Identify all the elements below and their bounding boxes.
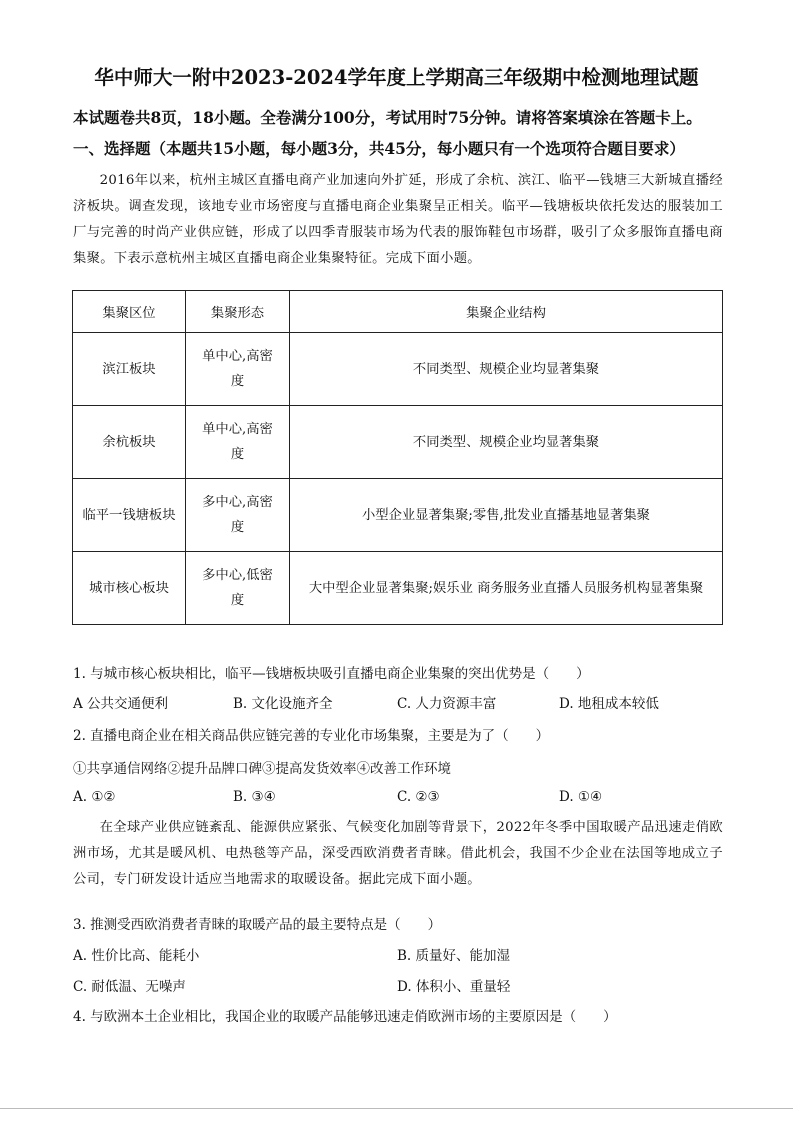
cell-area: 临平一钱塘板块 <box>73 479 186 552</box>
option-b: B. ③④ <box>233 789 276 805</box>
option-a: A. 性价比高、能耗小 <box>73 948 200 964</box>
cell-form-line: 度 <box>230 520 245 535</box>
question-4-stem: 4. 与欧洲本土企业相比，我国企业的取暖产品能够迅速走俏欧洲市场的主要原因是（ ） <box>73 1009 617 1025</box>
cell-form-line: 单中心,高密 <box>202 422 273 437</box>
cell-form-line: 多中心,低密 <box>202 568 273 583</box>
option-c: C. 人力资源丰富 <box>397 696 497 712</box>
option-d: D. 体积小、重量轻 <box>397 979 511 995</box>
cell-area: 滨江板块 <box>73 333 186 406</box>
option-d: D. 地租成本较低 <box>559 696 659 712</box>
question-2-statements: ①共享通信网络②提升品牌口碑③提高发货效率④改善工作环境 <box>73 761 451 777</box>
cell-structure: 大中型企业显著集聚;娱乐业 商务服务业直播人员服务机构显著集聚 <box>290 552 723 625</box>
question-2-stem: 2. 直播电商企业在相关商品供应链完善的专业化市场集聚，主要是为了（ ） <box>73 728 550 744</box>
exam-instructions: 本试题卷共8页，18小题。全卷满分100分，考试用时75分钟。请将答案填涂在答题卡上。 <box>73 108 702 127</box>
option-d: D. ①④ <box>559 789 603 805</box>
table-header-row <box>73 291 723 333</box>
cell-structure: 不同类型、规模企业均显著集聚 <box>290 333 723 406</box>
cell-form-line: 单中心,高密 <box>202 349 273 364</box>
table-header: 集聚企业结构 <box>290 291 723 333</box>
option-a: A. ①② <box>73 789 116 805</box>
option-a: A 公共交通便利 <box>73 696 169 712</box>
section-heading: 一、选择题（本题共15小题，每小题3分，共45分，每小题只有一个选项符合题目要求） <box>73 139 685 158</box>
option-b: B. 文化设施齐全 <box>233 696 333 712</box>
cell-form-line: 度 <box>230 447 245 462</box>
table-row <box>73 479 723 552</box>
cell-form-line: 度 <box>230 593 245 608</box>
cell-structure: 小型企业显著集聚;零售,批发业直播基地显著集聚 <box>290 479 723 552</box>
cell-form <box>186 406 290 479</box>
page-bottom-rule <box>0 1108 793 1109</box>
table-header: 集聚形态 <box>186 291 290 333</box>
option-b: B. 质量好、能加湿 <box>397 948 511 964</box>
table-row <box>73 333 723 406</box>
cell-structure: 不同类型、规模企业均显著集聚 <box>290 406 723 479</box>
question-1-stem: 1. 与城市核心板块相比，临平—钱塘板块吸引直播电商企业集聚的突出优势是（ ） <box>73 666 590 682</box>
cluster-table <box>72 290 723 625</box>
table-row <box>73 406 723 479</box>
cell-form-line: 度 <box>230 374 245 389</box>
cell-form <box>186 333 290 406</box>
cell-area: 城市核心板块 <box>73 552 186 625</box>
cell-form <box>186 552 290 625</box>
cell-form-line: 多中心,高密 <box>202 495 273 510</box>
table-header: 集聚区位 <box>73 291 186 333</box>
passage-2: 在全球产业供应链紊乱、能源供应紧张、气候变化加剧等背景下，2022年冬季中国取暖产品迅速走俏欧洲市场，尤其是暖风机、电热毯等产品，深受西欧消费者青睐。借此机会，我国不少企业在法国等地成立子公司，专门研发设计适应当地需求的取暖设备。据此完成下面小题。 <box>73 820 723 887</box>
cell-area: 余杭板块 <box>73 406 186 479</box>
page-title: 华中师大一附中2023-2024学年度上学期高三年级期中检测地理试题 <box>94 66 699 89</box>
option-c: C. ②③ <box>397 789 440 805</box>
table-row <box>73 552 723 625</box>
passage-1: 2016年以来，杭州主城区直播电商产业加速向外扩延，形成了余杭、滨江、临平—钱塘三大新城直播经济板块。调查发现，该地专业市场密度与直播电商企业集聚呈正相关。临平—钱塘板块依托发达的服装加工厂与完善的时尚产业供应链，形成了以四季青服装市场为代表的服饰鞋包市场群，吸引了众多服饰直播电商集聚。下表示意杭州主城区直播电商企业集聚特征。完成下面小题。 <box>73 173 723 266</box>
cell-form <box>186 479 290 552</box>
option-c: C. 耐低温、无噪声 <box>73 979 186 995</box>
question-3-stem: 3. 推测受西欧消费者青睐的取暖产品的最主要特点是（ ） <box>73 917 442 933</box>
